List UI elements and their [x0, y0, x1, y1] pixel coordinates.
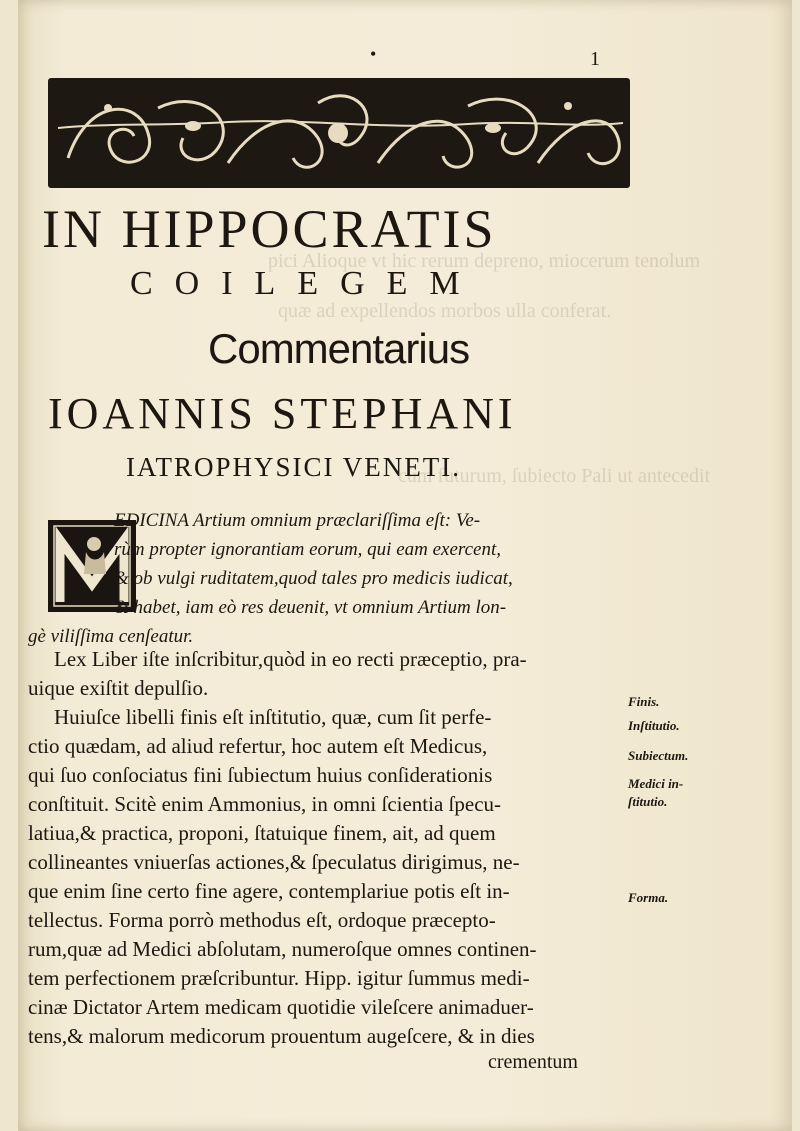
title-line-4: IOANNIS STEPHANI [48, 389, 517, 438]
book-page [18, 0, 792, 1131]
body-line: que enim ſine certo fine agere, contemplariue potis eſt in- [28, 879, 510, 903]
margin-note: ſtitutio. [628, 794, 668, 809]
body-line: tem perfectionem præſcribuntur. Hipp. igitur ſummus medi- [28, 966, 530, 990]
margin-note: Inſtitutio. [628, 718, 680, 733]
body-line: rum,quæ ad Medici abſolutam, numeroſque omnes continen- [28, 937, 537, 961]
body-line: uique exiſtit depulſio. [28, 676, 209, 700]
bleed-through-text: quæ ad expellendos morbos ulla conferat. [278, 300, 612, 322]
margin-note: Forma. [628, 890, 669, 905]
intro-line: & ob vulgi ruditatem,quod tales pro medicis iudicat, [114, 568, 513, 589]
title-line-1: IN HIPPOCRATIS [42, 199, 497, 259]
body-line: collineantes vniuerſas actiones,& ſpeculatus dirigimus, ne- [28, 850, 520, 874]
body-line: cinæ Dictator Artem medicam quotidie vileſcere animaduer- [28, 995, 534, 1019]
page-number: 1 [590, 48, 600, 70]
ornamental-headpiece [48, 78, 630, 188]
body-line: tellectus. Forma porrò methodus eſt, ordoque præcepto- [28, 908, 496, 932]
title-line-3: Commentarius [208, 325, 470, 372]
margin-note: Medici in- [628, 776, 684, 791]
margin-note: Subiectum. [628, 748, 689, 763]
title-line-2: COILEGEM [130, 265, 482, 302]
bleed-through-text: cum futurum, ſubiecto Pali ut antecedit [398, 465, 711, 487]
body-line: latiua,& practica, proponi, ſtatuique finem, ait, ad quem [28, 821, 496, 845]
intro-line: EDICINA Artium omnium præclariſſima eſt: Ve- [114, 510, 481, 531]
body-line: qui ſuo conſociatus fini ſubiectum huius conſiderationis [28, 763, 493, 787]
intro-line: & habet, iam eò res deuenit, vt omnium Artium lon- [114, 597, 507, 618]
body-line: Huiuſce libelli finis eſt inſtitutio, quæ, cum ſit perfe- [54, 705, 492, 729]
bleed-through-text: pici Alioque vt hic rerum depreno, miocerum tenolum [268, 250, 701, 272]
page-mark: • [370, 44, 377, 64]
intro-line: rùm propter ignorantiam eorum, qui eam exercent, [114, 539, 501, 560]
body-line: Lex Liber iſte inſcribitur,quòd in eo recti præceptio, pra- [54, 647, 527, 671]
title-line-5: IATROPHYSICI VENETI. [126, 452, 461, 482]
body-line: tens,& malorum medicorum prouentum augeſcere, & in dies [28, 1024, 535, 1048]
body-line: ctio quædam, ad aliud refertur, hoc autem eſt Medicus, [28, 734, 488, 758]
margin-note: Finis. [628, 694, 660, 709]
intro-line: gè viliſſima cenſeatur. [28, 626, 194, 647]
catchword: crementum [488, 1051, 578, 1073]
body-line: conſtituit. Scitè enim Ammonius, in omni ſcientia ſpecu- [28, 792, 502, 816]
